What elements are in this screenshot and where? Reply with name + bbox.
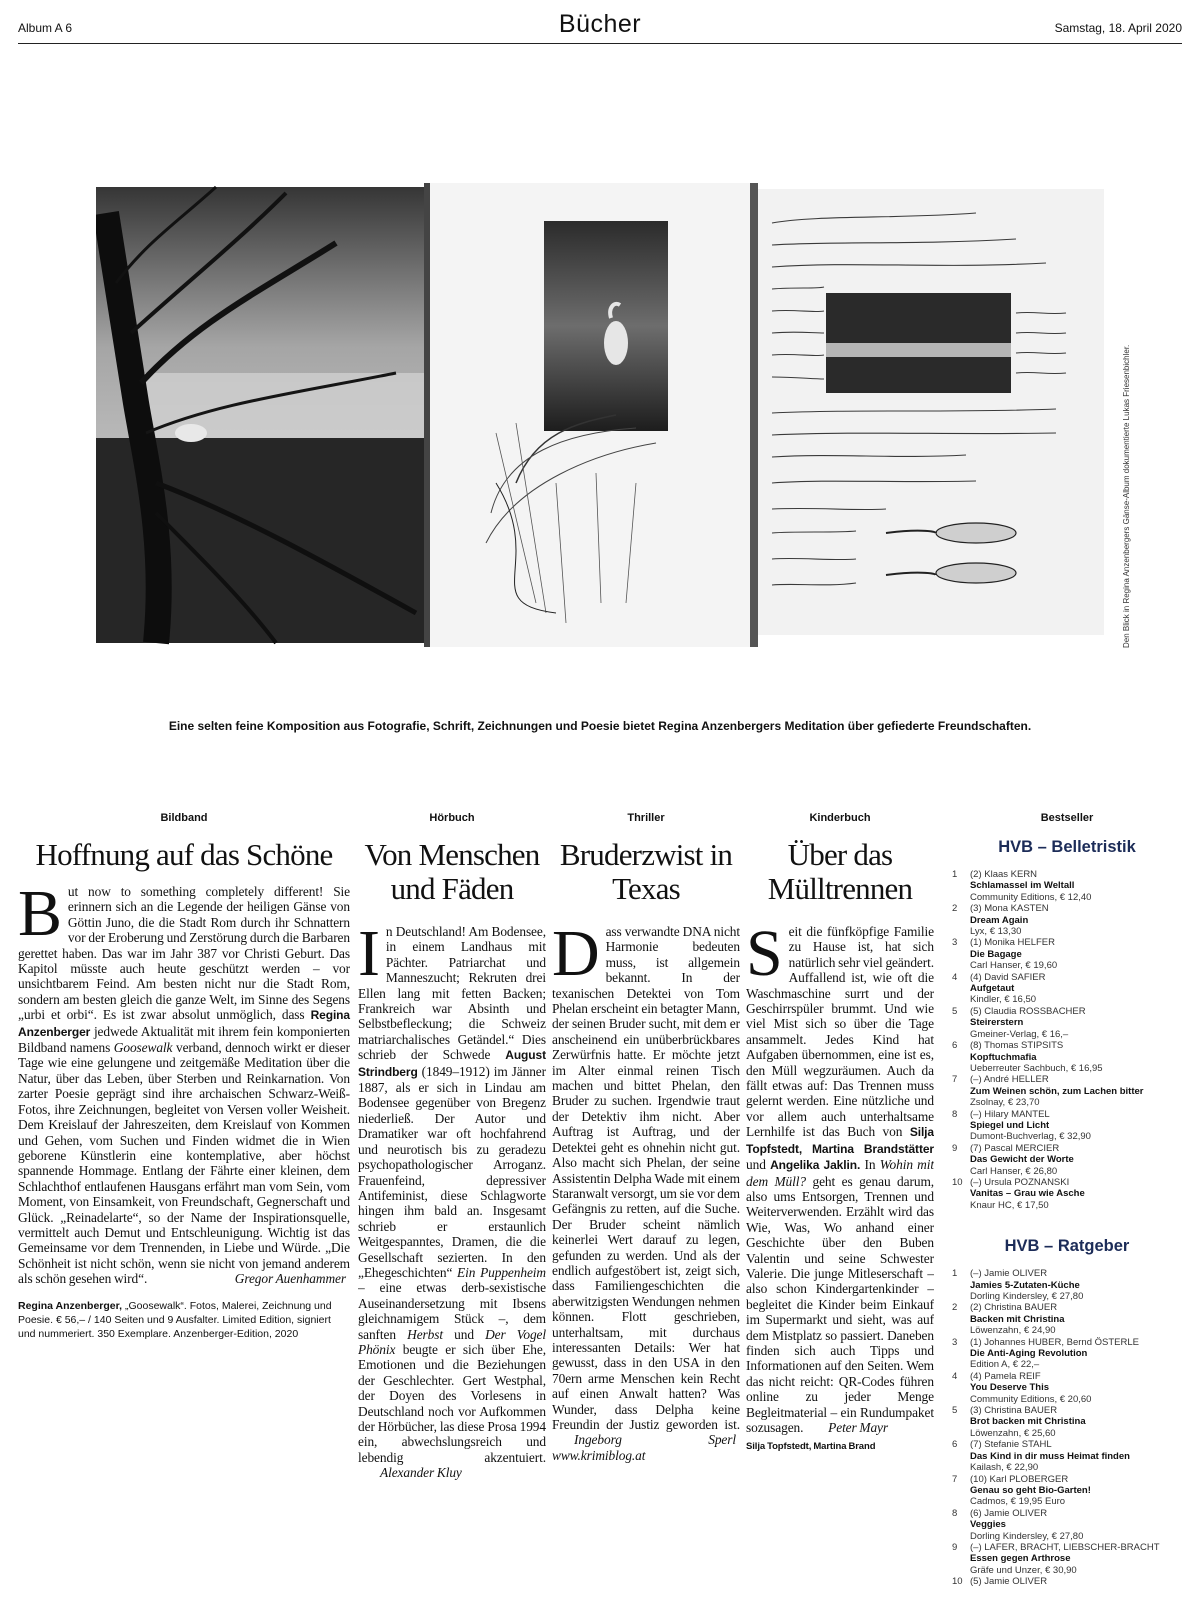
bestseller-publisher: Zsolnay, € 23,70 [970, 1097, 1040, 1109]
issue-date: Samstag, 18. April 2020 [1054, 21, 1182, 35]
review-thriller [552, 812, 740, 1600]
bestseller-item [948, 1268, 1186, 1302]
bestseller-publisher: Knaur HC, € 17,50 [970, 1199, 1049, 1211]
section-label: Album A 6 [18, 21, 73, 35]
bestseller-item [948, 1576, 1186, 1586]
bestseller-title: Vanitas – Grau wie Asche [970, 1188, 1085, 1200]
review-author: Gregor Auenhammer [234, 1271, 346, 1287]
bestseller-rank: 9 [952, 1142, 958, 1154]
bestseller-publisher: Lyx, € 13,30 [970, 926, 1022, 938]
bestseller-rank: 7 [952, 1473, 958, 1485]
bestseller-rank: 8 [952, 1507, 958, 1519]
bestseller-author: (5) Claudia ROSSBACHER [970, 1005, 1086, 1017]
bestseller-title: You Deserve This [970, 1382, 1050, 1394]
bestseller-title: Brot backen mit Christina [970, 1416, 1086, 1428]
review-headline: Bruderzwist in Texas [559, 837, 733, 906]
review-headline: Über das Mülltrennen [767, 837, 913, 906]
album-photo [96, 183, 1104, 653]
review-headline: Von Menschen und Fäden [364, 837, 540, 906]
bestseller-kicker: Bestseller [1040, 812, 1094, 824]
bestseller-item [948, 1542, 1186, 1576]
page-header [18, 10, 1182, 44]
bestseller-rank: 1 [952, 869, 958, 880]
review-kinderbuch [746, 812, 934, 1600]
dropcap: B [18, 877, 62, 950]
review-kicker: Thriller [627, 812, 665, 824]
review-hoerbuch [358, 812, 546, 1584]
bold-name: Regina Anzenberger [18, 1008, 350, 1039]
bestseller-author: (–) LAFER, BRACHT, LIEBSCHER-BRACHT [970, 1541, 1160, 1553]
review-author: Alexander Kluy [380, 1465, 462, 1481]
review-headline: Hoffnung auf das Schöne [35, 837, 333, 872]
bestseller-publisher: Gmeiner-Verlag, € 16,– [970, 1028, 1069, 1040]
bestseller-title: Aufgetaut [970, 983, 1015, 995]
bestseller-author: (7) Pascal MERCIER [970, 1142, 1060, 1154]
bestseller-publisher: Löwenzahn, € 24,90 [970, 1325, 1056, 1337]
dropcap: D [552, 924, 600, 990]
dropcap: S [746, 924, 783, 990]
bestseller-title: Genau so geht Bio-Garten! [970, 1484, 1091, 1496]
bestseller-title: Die Bagage [970, 948, 1022, 960]
bestseller-publisher: Carl Hanser, € 19,60 [970, 960, 1058, 972]
bestseller-item [948, 1109, 1186, 1143]
bestseller-publisher: Cadmos, € 19,95 Euro [970, 1496, 1066, 1508]
bestseller-rank: 3 [952, 937, 958, 949]
list-heading-ratgeber: HVB – Ratgeber [1004, 1237, 1130, 1256]
bestseller-author: (1) Johannes HUBER, Bernd ÖSTERLE [970, 1336, 1139, 1348]
bestseller-title: Veggies [970, 1519, 1006, 1531]
bestseller-author: (3) Christina BAUER [970, 1405, 1058, 1417]
bestseller-title: Das Kind in dir muss Heimat finden [970, 1450, 1130, 1462]
dropcap: I [358, 924, 380, 990]
bestseller-author: (8) Thomas STIPSITS [970, 1040, 1064, 1052]
bestseller-item [948, 1177, 1186, 1211]
bestseller-lists [948, 812, 1186, 1586]
bestseller-rank: 6 [952, 1439, 958, 1451]
page-section-title: Bücher [558, 10, 642, 38]
bestseller-rank: 2 [952, 1302, 958, 1314]
bestseller-author: (4) Pamela REIF [970, 1370, 1041, 1382]
bestseller-item [948, 1143, 1186, 1177]
bestseller-publisher: Edition A, € 22,– [970, 1359, 1040, 1371]
bestseller-publisher: Community Editions, € 12,40 [970, 891, 1092, 903]
bestseller-title: Zum Weinen schön, zum Lachen bitter [970, 1085, 1144, 1097]
bestseller-publisher: Kailash, € 22,90 [970, 1462, 1039, 1474]
bestseller-publisher: Dorling Kindersley, € 27,80 [970, 1530, 1084, 1542]
bestseller-item [948, 903, 1186, 937]
bestseller-title: Jamies 5-Zutaten-Küche [970, 1279, 1080, 1291]
review-kicker: Bildband [160, 812, 208, 824]
bestseller-rank: 5 [952, 1405, 958, 1417]
review-kicker: Kinderbuch [809, 812, 871, 824]
bestseller-publisher: Carl Hanser, € 26,80 [970, 1165, 1058, 1177]
bestseller-rank: 4 [952, 971, 958, 983]
bestseller-rank: 4 [952, 1370, 958, 1382]
bestseller-title: Kopftuchmafia [970, 1051, 1037, 1063]
bestseller-author: (–) Ursula POZNANSKI [970, 1176, 1070, 1188]
photo-credit: Den Blick in Regina Anzenbergers Gänse-Album dokumentierte Lukas Friesenbichler. [1122, 344, 1131, 648]
bestseller-item [948, 1371, 1186, 1405]
bestseller-item [948, 869, 1186, 903]
bestseller-title: Die Anti-Aging Revolution [970, 1348, 1088, 1360]
review-body: In Deutschland! Am Bodensee, in einem Landhaus mit Pächter. Patriarchat und Manneszucht; Rekruten drei Ellen lang mit fetten Backen; Frankreich war Absinth und Selbstbefleckung; die Schweiz matriarchalisches Getändel.“ Dies schrieb der Schwede August Strindberg (1849–1912) im Jänner 1887, als er sich in Lindau am Bodensee gegenüber von Bregenz niederließ. Der Autor und Dramatiker war oft hochfahrend und neurotisch bis zu geradezu psychopathologischer Arroganz. Frauenfeind, depressiver Antifeminist, diese Schlagworte hingen ihm bald an. Insgesamt schrieb er erstaunlich Weitgespanntes, Dramen, die die Gesellschaft sezierten. In den „Ehegeschichten“ Ein Puppenheim – eine etwas derb-sexistische Auseinandersetzung mit Ibsens gleichnamigem Stück –, dem sanften Herbst und Der Vogel Phönix beugte er sich über Ehe, Emotionen und die Beziehungen der Geschlechter. Gert Westphal, der Doyen des Vorlesens in Deutschland noch vor Aufkommen der Hörbücher, las diese Prosa 1994 ein, abwechslungsreich und lebendig akzentuiert. Alexander Kluy [358, 924, 546, 1481]
bestseller-rank: 5 [952, 1005, 958, 1017]
book-title: Goosewalk [113, 1040, 173, 1056]
bestseller-publisher: Ueberreuter Sachbuch, € 16,95 [970, 1062, 1103, 1074]
bestseller-publisher: Dumont-Buchverlag, € 32,90 [970, 1131, 1091, 1143]
review-kicker: Hörbuch [429, 812, 475, 824]
bestseller-publisher: Löwenzahn, € 25,60 [970, 1427, 1056, 1439]
bold-name: August Strindberg [358, 1048, 546, 1079]
bestseller-item [948, 1074, 1186, 1108]
bestseller-rank: 10 [952, 1176, 963, 1188]
review-bildband [18, 812, 350, 1341]
bestseller-rank: 2 [952, 903, 958, 915]
bestseller-publisher: Gräfe und Unzer, € 30,90 [970, 1564, 1077, 1576]
bestseller-title: Dream Again [970, 914, 1029, 926]
bestseller-author: (–) André HELLER [970, 1074, 1049, 1086]
bestseller-title: Spiegel und Licht [970, 1119, 1050, 1131]
bestseller-title: Backen mit Christina [970, 1313, 1065, 1325]
bestseller-publisher: Community Editions, € 20,60 [970, 1393, 1092, 1405]
photo-caption: Eine selten feine Komposition aus Fotografie, Schrift, Zeichnungen und Poesie bietet Regina Anzenbergers Meditation über gefiederte Freundschaften. [168, 719, 1032, 733]
bestseller-rank: 1 [952, 1268, 958, 1280]
blog-url: www.krimiblog.at [552, 1447, 646, 1463]
review-body: Seit die fünfköpfige Familie zu Hause ist, hat sich natürlich sehr viel geändert. Auffallend ist, wie oft die Waschmaschine surrt und der Geschirrspüler brummt. Und wie viel Mist sich so über die Tage ansammelt. Jedes Kind hat Aufgaben übernommen, eine ist es, den Müll wegzuräumen. Auch da fällt etwas auf: Das Trennen muss gelernt werden. Eine nützliche und vor allem auch unterhaltsame Lernhilfe ist das Buch von Silja Topfstedt, Martina Brandstätter und Angelika Jaklin. In Wohin mit dem Müll? geht es genau darum, also ums Entsorgen, Trennen und Weiterverwenden. Erzählt wird das Wie, Was, Wo anhand einer Geschichte über den Buben Valentin und seine Schwester Valerie. Die junge Mitleserschaft – also schon Kindergartenkinder – begleitet die Kinder beim Einkauf im Supermarkt und sieht, was auf dem Mistplatz so passiert. Daneben finden sich auch Tipps und Informationen auf den Seiten. Wem das nicht reicht: QR-Codes führen online zu jeder Menge Begleitmaterial – ein Rundumpaket sozusagen. Peter Mayr Silja Topfstedt, Martina Brand [746, 924, 934, 1453]
bestseller-author: (1) Monika HELFER [970, 937, 1055, 949]
bestseller-rank: 7 [952, 1074, 958, 1086]
bestseller-item [948, 1439, 1186, 1473]
bestseller-item [948, 937, 1186, 971]
review-author: Ingeborg Sperl [574, 1432, 736, 1448]
book-info-start: Silja Topfstedt, Martina Brand [746, 1441, 876, 1453]
ratgeber-clip [948, 1256, 1186, 1586]
review-body: Dass verwandte DNA nicht Harmonie bedeuten muss, ist allgemein bekannt. In der texanischen Detektei von Tom Phelan erscheint ein betagter Mann, der seinen Bruder sucht, mit dem er anscheinend ein unüberbrückbares Zerwürfnis hatte. Er möchte jetzt im Alter einmal reinen Tisch machen und bittet Phelan, den Bruder zu suchen. Irgendwie traut der Detektiv ihm nicht. Aber Auftrag ist Auftrag, und der Detektei geht es ohnehin nicht gut. Also macht sich Phelan, der seine Assistentin Delpha Wade mit einem Staranwalt versorgt, um sie vor dem Gefängnis zu retten, auf die Suche. Der Bruder scheint nämlich keinerlei Wert darauf zu legen, gefunden zu werden. Und als der endlich aufgestöbert ist, zeigt sich, dass Familiengeschichten die aberwitzigsten Wendungen nehmen können. Flott geschrieben, unterhaltsam, mit durchaus interessanten Details: Wer hat gewusst, dass in den USA in den 70ern arme Menschen kein Recht auf einen Anwalt hatten? Was Wunder, dass Delpha keine Freundin der Justiz geworden ist. Ingeborg Sperl www.krimiblog.at [552, 924, 740, 1463]
ratgeber-list [948, 1268, 1186, 1586]
bestseller-publisher: Kindler, € 16,50 [970, 994, 1037, 1006]
bestseller-title: Steirerstern [970, 1017, 1024, 1029]
bestseller-title: Schlamassel im Weltall [970, 880, 1075, 892]
bestseller-author: (5) Jamie OLIVER [970, 1576, 1048, 1587]
bestseller-author: (–) Hilary MANTEL [970, 1108, 1050, 1120]
bestseller-title: Das Gewicht der Worte [970, 1154, 1074, 1166]
bestseller-author: (6) Jamie OLIVER [970, 1507, 1048, 1519]
bestseller-rank: 3 [952, 1336, 958, 1348]
bestseller-rank: 8 [952, 1108, 958, 1120]
bestseller-item [948, 1508, 1186, 1542]
review-author: Peter Mayr [828, 1420, 888, 1435]
open-book-image [96, 183, 1104, 653]
bestseller-item [948, 1337, 1186, 1371]
list-heading-belletristik: HVB – Belletristik [998, 838, 1136, 856]
bestseller-item [948, 1405, 1186, 1439]
bestseller-item [948, 972, 1186, 1006]
review-body: But now to something completely different! Sie erinnern sich an die Legende der heiligen Gänse von Göttin Juno, die die Stadt Rom durch ihr Schnattern vor der Eroberung und Zerstörung durch die Barbaren gerettet haben. Das war im Jahr 387 vor Christi Geburt. Das Kapitol müsste auch heute geschützt werden – vor unsichtbarem Feind. Am besten nicht nur die Stadt Rom, sondern am besten gleich die ganze Welt, im Sinne des Segens „urbi et orbi“. Es ist zwar absolut unmöglich, dass Regina Anzenberger jedwede Aktualität mit ihrem fein komponierten Bildband namens Goosewalk verband, dennoch wirkt er dieser Tage wie eine gelungene und zeitgemäße Meditation über die Natur, über das Leben, über Sterben und Reinkarnation. Von zarter Poesie geprägt sind ihre archaischen Schwarz-Weiß-Fotos, ihre Zeichnungen, begleitet von Versen voller Weisheit. Dem Kreislauf der Jahreszeiten, dem Kreislauf von Kommen und Gehen, vom Suchen und Finden widmet die in Wien geborene Künstlerin eine kontemplative, aber höchst spannende Hommage. Entlang der Fährte einer kleinen, dem Schlachthof entlaufenen Hausgans erfährt man vom Sein, vom Moment, von Einsamkeit, von Freundschaft, Gegnerschaft und Glück. „Reinadelarte“, so der Name der Inspirationsquelle, vermittelt auch Demut und Entschleunigung. Wichtig ist das Gemeinsame vor dem Trennenden, in Liebe und Würde. „Die Schönheit ist nicht schön, wenn sie nicht von jemand anderem als schön gesehen wird“. Gregor Auenhammer [18, 877, 350, 1287]
bestseller-item [948, 1040, 1186, 1074]
bestseller-rank: 6 [952, 1040, 958, 1052]
bestseller-rank: 10 [952, 1576, 963, 1587]
bestseller-author: (2) Christina BAUER [970, 1302, 1058, 1314]
bestseller-rank: 9 [952, 1541, 958, 1553]
bestseller-publisher: Dorling Kindersley, € 27,80 [970, 1291, 1084, 1302]
book-info: Regina Anzenberger, „Goosewalk“. Fotos, Malerei, Zeichnung und Poesie. € 56,– / 140 Seiten und 9 Ausfalter. Limited Edition, signiert und nummeriert. 350 Exemplare. Anzenberger-Edition, 2020 [18, 1299, 332, 1340]
bestseller-author: (10) Karl PLOBERGER [970, 1473, 1069, 1485]
bestseller-author: (–) Jamie OLIVER [970, 1268, 1048, 1280]
bestseller-author: (4) David SAFIER [970, 971, 1046, 983]
bestseller-author: (2) Klaas KERN [970, 869, 1038, 880]
bestseller-item [948, 1302, 1186, 1336]
bestseller-title: Essen gegen Arthrose [970, 1553, 1071, 1565]
belletristik-list [948, 869, 1186, 1211]
bestseller-item [948, 1474, 1186, 1508]
bestseller-author: (7) Stefanie STAHL [970, 1439, 1052, 1451]
bestseller-item [948, 1006, 1186, 1040]
bestseller-author: (3) Mona KASTEN [970, 903, 1049, 915]
